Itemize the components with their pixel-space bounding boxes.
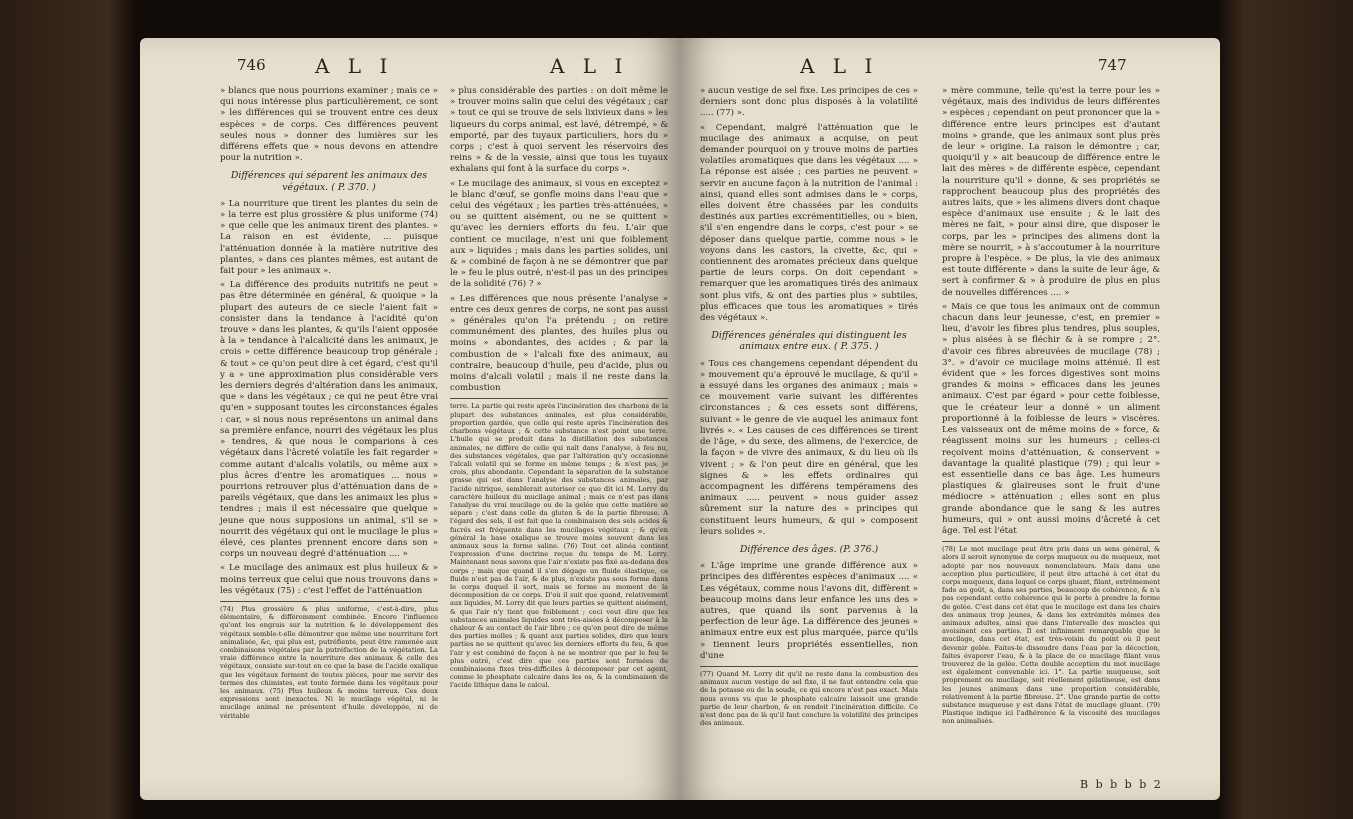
- paragraph: » La nourriture que tirent les plantes du sein de » la terre est plus grossière & plus uniforme (74) » que celle que les animaux tirent des plantes. » La raison en est évidente, ... puisque l'atténuation donnée à la matière nutritive des plantes, » dans ces plantes mêmes, est autant de fait pour » les animaux ».: [220, 198, 438, 277]
- running-head: A L I: [800, 54, 879, 78]
- paragraph: » plus considérable des parties : on doit même le » trouver moins salin que celui des végétaux ; car » tout ce qui se trouve de sels lixivieux dans » les liqueurs du corps animal, est lavé, détrempé, » & emporté, par des tuyaux particuliers, hors du » corps ; c'est à quoi servent les réservoirs des reins » & de la vessie, ainsi que tous les tuyaux exhalans qui font à la surface du corps ».: [450, 86, 668, 175]
- footnotes: (78) Le mot mucilage peut être pris dans un sens général, & alors il seroit synonyme de corps muqueux ou de muqueux, mot adopté par nos nouveaux nomenclateurs. Mais dans une acception plus particulière, il peut être attaché à cet état du corps muqueux, dans lequel ce corps gluant, filant, extrêmement fade au goût, a, dans ses parties, beaucoup de cohérence, & n'a pas cependant cette cohérence qui le porte à prendre la forme de gelée. C'est dans cet état que le mucilage est dans les chairs des animaux trop jeunes, & dans les extrémités mêmes des animaux adultes, ainsi que dans l'intervalle des muscles qui avoisinent ces parties. Il est infiniment remarquable que le mucilage, dans cet état, est très-voisin du point où il peut devenir gelée. Faites-le dissoudre dans l'eau par la décoction, faites évaporer l'eau, & à la place de ce mucilage filant vous trouverez de la gelée. Cette double acception du mot mucilage est également convenable ici. 1°. La partie muqueuse, soit proprement ou mucilage, soit réellement gélatineuse, est dans les jeunes animaux dans une proportion considérable, relativement à la partie fibreuse. 2°. Une grande partie de cette substance muqueuse y est dans l'état de mucilage gluant. (79) Plastique indique ici l'adhérence & la viscosité des mucilages non animalisés.: [942, 541, 1160, 725]
- signature-mark: B b b b b 2: [1080, 778, 1163, 791]
- running-head-center: A L I: [550, 54, 629, 78]
- column-left-1: [220, 86, 438, 720]
- paragraph: » aucun vestige de sel fixe. Les principes de ces » derniers sont donc plus disposés à la volatilité ..... (77) ».: [700, 86, 918, 119]
- section-title: Différence des âges. (P. 376.): [739, 543, 879, 555]
- paragraph: » mère commune, telle qu'est la terre pour les » végétaux, mais des individus de leurs différentes » espèces ; cependant on peut prononcer que la » différence entre leurs principes est d'autant moins » grande, que les animaux sont plus près de leur » origine. La raison le démontre ; car, quoiqu'il y » ait beaucoup de différence entre le lait des mères » de différente espèce, cependant la nourriture qu'il » donne, & ses propriétés se rapprochent beaucoup plus des propriétés des autres laits, que » les alimens divers dont chaque espèce d'animaux use ensuite ; & le lait des mères ne fait, » pour ainsi dire, que disposer le corps, par les » principes des alimens dont la mère se nourrit, » à s'accoutumer à la nourriture propre à l'espèce. » De plus, la vie des animaux est toute différente » dans la suite de leur âge, & sert à confirmer & » à produire de plus en plus de nouvelles différences .... »: [942, 86, 1160, 298]
- paragraph: « Cependant, malgré l'atténuation que le mucilage des animaux a acquise, on peut demander pourquoi on y trouve moins de parties volatiles aromatiques que dans les végétaux .... » La réponse est aisée ; ces parties ne peuvent » servir en aucune façon à la nutrition de l'animal : ainsi, quand elles sont admises dans le » corps, elles doivent être chassées par les conduits destinés aux parties excrémentitielles, ou » bien, s'il s'en engendre dans le corps, c'est pour » se déposer dans quelque partie, comme nous » le voyons dans les castors, la civette, &c, qui » contiennent des aromates précieux dans quelque partie de leurs corps. On doit cependant » remarquer que les aromatiques tirés des animaux sont plus vifs, & ont des parties plus » subtiles, plus efficaces que tous les aromatiques » tirés des végétaux ».: [700, 122, 918, 324]
- section-title: Différences générales qui distinguent les animaux entre eux. ( P. 375. ): [711, 330, 907, 353]
- paragraph: « Le mucilage des animaux est plus huileux & » moins terreux que celui que nous trouvons dans » les végétaux (75) : c'est l'effet de l'atténuation: [220, 563, 438, 596]
- paragraph: « Tous ces changemens cependant dépendent du » mouvement qu'a éprouvé le mucilage, & qu'il » a essuyé dans les organes des animaux ; mais » ce mouvement varie suivant les différentes circonstances ; & ces essets sont différens, suivant » le genre de vie auquel les animaux font livrés ». « Les causes de ces différences se tirent de l'âge, » du sexe, des alimens, de l'exercice, de la façon » de vivre des animaux, & du lieu où ils vivent ; » & l'on peut dire en général, que les signes & » les effets ordinaires qui accompagnent les différens tempéramens des animaux ..... peuvent » nous guider assez sûrement sur la nature des » principes qui constituent leurs humeurs, & qui » composent leurs solides ».: [700, 358, 918, 537]
- paragraph: » blancs que nous pourrions examiner ; mais ce » qui nous intéresse plus particulièrement, ce sont » les différences qui se trouvent entre ces deux espèces » de corps. Ces différences peuvent seules nous » donner des lumières sur les différens effets que » nous devons en attendre pour la nutrition ».: [220, 86, 438, 164]
- left-page: [140, 38, 680, 800]
- footnotes: (74) Plus grossière & plus uniforme, c'est-à-dire, plus élémentaire, & différemment combinée. Encore l'influence qu'ont les engrais sur la nutrition & le développement des végétaux semble-t-elle démontrer que même une nourriture fort animalisée, &c, qui plus est, putréfiente, peut être ramenée aux combinaisons végétales par la putréfaction de la végétation. La vraie différence entre la nourriture des animaux & celle des végétaux, consiste sur-tout en ce que la base de l'acide oxalique que les végétaux forment de toutes pièces, pour me servir des termes des chimistes, est toute formée dans les végétaux pour les animaux. (75) Plus huileux & moins terreux. Ces deux expressions sont inexactes. Ni le mucilage végétal, ni le mucilage animal ne présentent d'huile développée, ni de véritable: [220, 601, 438, 720]
- running-head: A L I: [315, 54, 394, 78]
- paragraph: « L'âge imprime une grande différence aux » principes des différentes espèces d'animaux .... « Les végétaux, comme nous l'avons dit, diffèrent » beaucoup moins dans leur enfance les uns des » autres, que quand ils sont parvenus à la perfection de leur âge. La différence des jeunes » animaux entre eux est plus marquée, parce qu'ils » tiennent leurs propriétés essentielles, non d'une: [700, 561, 918, 661]
- page-number: 747: [1098, 56, 1127, 74]
- paragraph: « Les différences que nous présente l'analyse » entre ces deux genres de corps, ne sont pas aussi » générales qu'on l'a prétendu ; on retire communément des plantes, des huiles plus ou moins » abondantes, des acides ; & par la combustion de » l'alcali fixe des animaux, au contraire, beaucoup d'huile, peu d'acide, plus ou moins d'alcali volatil ; mais il ne reste dans la combustion: [450, 293, 668, 394]
- right-page: [680, 38, 1220, 800]
- column-right-2: [942, 86, 1160, 726]
- footnotes: terre. La partie qui reste après l'incinération des charbons de la plupart des substances animales, est plus considérable, proportion gardée, que celle qui reste après l'incinération des charbons végétaux ; & cette substance n'est point une terre. L'huile qui se produit dans la distillation des substances animales, ne diffère de celle qui naît dans l'analyse, à feu nu, des substances végétales, que par l'altération qu'y occasionne l'alcali volatil qui se forme en même temps ; & n'est pas, je crois, plus abondante. Cependant la séparation de la substance grasse qui est dans l'analyse des substances animales, par l'acide nitrique, semblerait autoriser ce que dit ici M. Lorry du caractère huileux du mucilage animal ; mais ce n'est pas dans l'analyse du vrai mucilage ou de la gelée que cette matière se sépare ; c'est dans celle du gluten & de la partie fibreuse. A l'égard des sels, il est fait que la combinaison des sels acides & fucrés est fréquente dans les mucilages végétaux ; & qu'en général la base oxalique se trouve moins souvent dans les animaux sous la forme saline. (76) Tout cet alinéa contient l'expression d'une doctrine reçue du temps de M. Lorry. Maintenant nous savons que l'air n'existe pas fixé au-dedans des corps ; mais que quand il s'en dégage un fluide élastique, ce fluide n'est pas de l'air, & de plus, n'existe pas sous forme dans le corps duquel il sort, mais se forme au moment de la décomposition de ce corps. D'où il suit que quand, relativement aux liquides, M. Lorry dit que leurs parties se quittent aisément, & que l'air n'y tient que foiblement ; ceci veut dire que les substances animales liquides sont très-aisées à décomposer à la chaleur & au contact de l'air libre ; ce qu'on peut dire de même des parties molles ; & quant aux parties solides, dire que leurs parties ne se quittent qu'avec les derniers efforts du feu, & que l'air y est combiné de façon à ne se montrer que par le feu le plus outré, c'est dire que ces parties sont formées de combinaisons fixes très-difficiles à décomposer par cet agent, comme le phosphate calcaire dans les os, & la combinaison de l'acide lithique dans le calcul.: [450, 398, 668, 689]
- paragraph: « Le mucilage des animaux, si vous en exceptez » le blanc d'œuf, se gonfle moins dans l'eau que » celui des végétaux ; les parties très-atténuées, » ou se quittent aisément, ou ne se quittent » qu'avec les derniers efforts du feu. L'air que contient ce mucilage, n'est uni que foiblement aux » liquides ; mais dans les parties solides, uni & » combiné de façon à ne se démontrer que par le » feu le plus outré, n'est-il pas un des principes de la solidité (76) ? »: [450, 178, 668, 290]
- page-number: 746: [237, 56, 266, 74]
- section-title: Différences qui séparent les animaux des végétaux. ( P. 370. ): [230, 170, 428, 193]
- column-right-1: [700, 86, 918, 727]
- paragraph: « La différence des produits nutritifs ne peut » pas être déterminée en général, & quoique » la plupart des auteurs de ce siecle l'aient fait » consister dans la tendance à l'acidité qu'on trouve » dans les plantes, & qu'ils l'aient opposée à la » tendance à l'alcalicité dans les animaux, je crois » cette différence beaucoup trop générale ; & tout » ce qu'on peut dire à cet égard, c'est qu'il y a » une approximation plus considérable vers les derniers degrés d'altération dans les animaux, que » dans les végétaux ; ce qui ne peut être vrai qu'en » supposant toutes les circonstances égales : car, » si nous nous représentons un animal dans sa première enfance, nourri des végétaux les plus » tendres, & que nous le comparions à ces végétaux dans l'âcreté volatile les fait regarder » comme autant d'alcalis volatils, ou même aux » plus âcres d'entre les aromatiques ... nous » pourrions retrouver plus d'atténuation dans de » pareils végétaux, que dans les animaux les plus » tendres ; mais il est nécessaire que quelque » jeune que nous supposions un animal, s'il se » nourrit des végétaux qui ont le mucilage le plus » élevé, ces plantes prennent encore dans son » corps un nouveau degré d'atténuation .... »: [220, 280, 438, 560]
- paragraph: « Mais ce que tous les animaux ont de commun chacun dans leur jeunesse, c'est, en premier » lieu, d'avoir les fibres plus tendres, plus souples, » plus aisées à se fléchir & à se rompre ; 2°. d'avoir ces fibres abreuvées de mucilage (78) ; 3°. » d'avoir ce mucilage moins atténué. Il est évident que » les forces digestives sont moins grandes & moins » efficaces dans les jeunes animaux. C'est par égard » pour cette foiblesse, que le créateur leur a donné » un aliment proportionné à la foiblesse de leurs » viscères. Les vaisseaux ont de même moins de » force, & réagissent moins sur les humeurs ; celles-ci reçoivent moins d'atténuation, & conservent » davantage la qualité plastique (79) ; qui leur » est essentielle dans ce bas âge. Les humeurs plastiques & glaireuses sont le fruit d'une médiocre » atténuation ; elles sont en plus grande abondance que le sang & les autres humeurs, qui » ont aussi moins d'âcreté à cet âge. Tel est l'état: [942, 301, 1160, 536]
- footnotes: (77) Quand M. Lorry dit qu'il ne reste dans la combustion des animaux aucun vestige de sel fixe, il ne faut entendre cela que de la potasse ou de la soude, ce qui encore n'est pas exact. Mais nous avons vu que le phosphate calcaire laissoit une grande partie de leur charbon, & en rendoit l'incinération difficile. Ce n'est donc pas de là qu'il faut conclure la volatilité des principes des animaux.: [700, 666, 918, 727]
- column-left-2: [450, 86, 668, 690]
